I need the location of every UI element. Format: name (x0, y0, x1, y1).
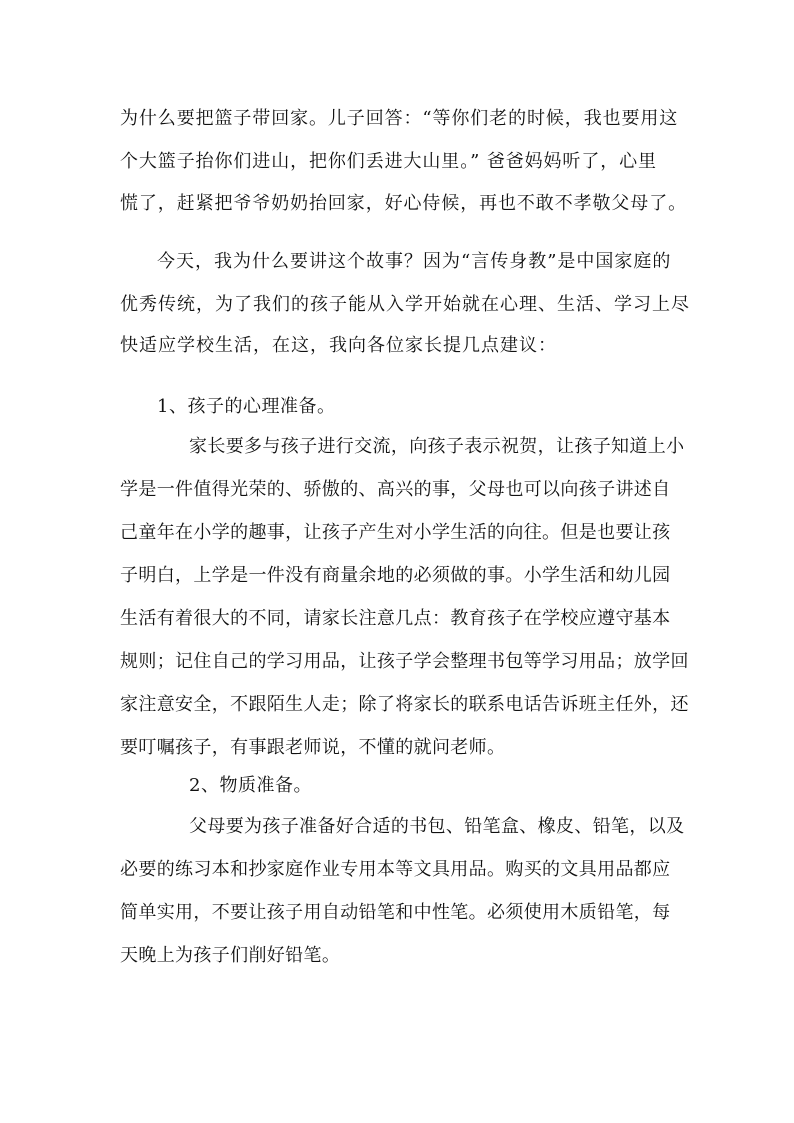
section-1-line-4: 子明白，上学是一件没有商量余地的必须做的事。小学生活和幼儿园 (120, 565, 671, 586)
section-1-line-5: 生活有着很大的不同，请家长注意几点：教育孩子在学校应遵守基本 (120, 608, 671, 629)
paragraph-2-line-1: 今天，我为什么要讲这个故事？因为“言传身教”是中国家庭的 (157, 251, 672, 272)
section-2-line-4: 天晚上为孩子们削好铅笔。 (120, 945, 341, 966)
paragraph-2-line-3: 快适应学校生活，在这，我向各位家长提几点建议： (120, 335, 557, 356)
section-2-line-1: 父母要为孩子准备好合适的书包、铅笔盒、橡皮、铅笔，以及 (189, 816, 685, 837)
paragraph-1-line-2: 个大篮子抬你们进山，把你们丢进大山里。” 爸爸妈妈听了，心里 (120, 151, 657, 172)
section-2-line-2: 必要的练习本和抄家庭作业专用本等文具用品。购买的文具用品都应 (120, 859, 671, 880)
section-2-line-3: 简单实用，不要让孩子用自动铅笔和中性笔。必须使用木质铅笔，每 (120, 902, 671, 923)
paragraph-1-line-1: 为什么要把篮子带回家。儿子回答：“等你们老的时候，我也要用这 (120, 108, 679, 129)
section-1-line-7: 家注意安全，不跟陌生人走；除了将家长的联系电话告诉班主任外，还 (120, 694, 689, 715)
section-2-heading: 2、物质准备。 (189, 775, 312, 796)
section-1-line-1: 家长要多与孩子进行交流，向孩子表示祝贺，让孩子知道上小 (189, 436, 685, 457)
section-1-line-6: 规则；记住自己的学习用品，让孩子学会整理书包等学习用品；放学回 (120, 651, 689, 672)
section-1-line-3: 己童年在小学的趣事，让孩子产生对小学生活的向往。但是也要让孩 (120, 522, 671, 543)
paragraph-2-line-2: 优秀传统，为了我们的孩子能从入学开始就在心理、生活、学习上尽 (120, 294, 690, 315)
paragraph-1-line-3: 慌了，赶紧把爷爷奶奶抬回家，好心侍候，再也不敢不孝敬父母了。 (120, 193, 687, 214)
section-1-line-8: 要叮嘱孩子，有事跟老师说，不懂的就问老师。 (120, 737, 506, 758)
section-1-line-2: 学是一件值得光荣的、骄傲的、高兴的事，父母也可以向孩子讲述自 (120, 479, 671, 500)
section-1-heading: 1、孩子的心理准备。 (157, 396, 336, 417)
